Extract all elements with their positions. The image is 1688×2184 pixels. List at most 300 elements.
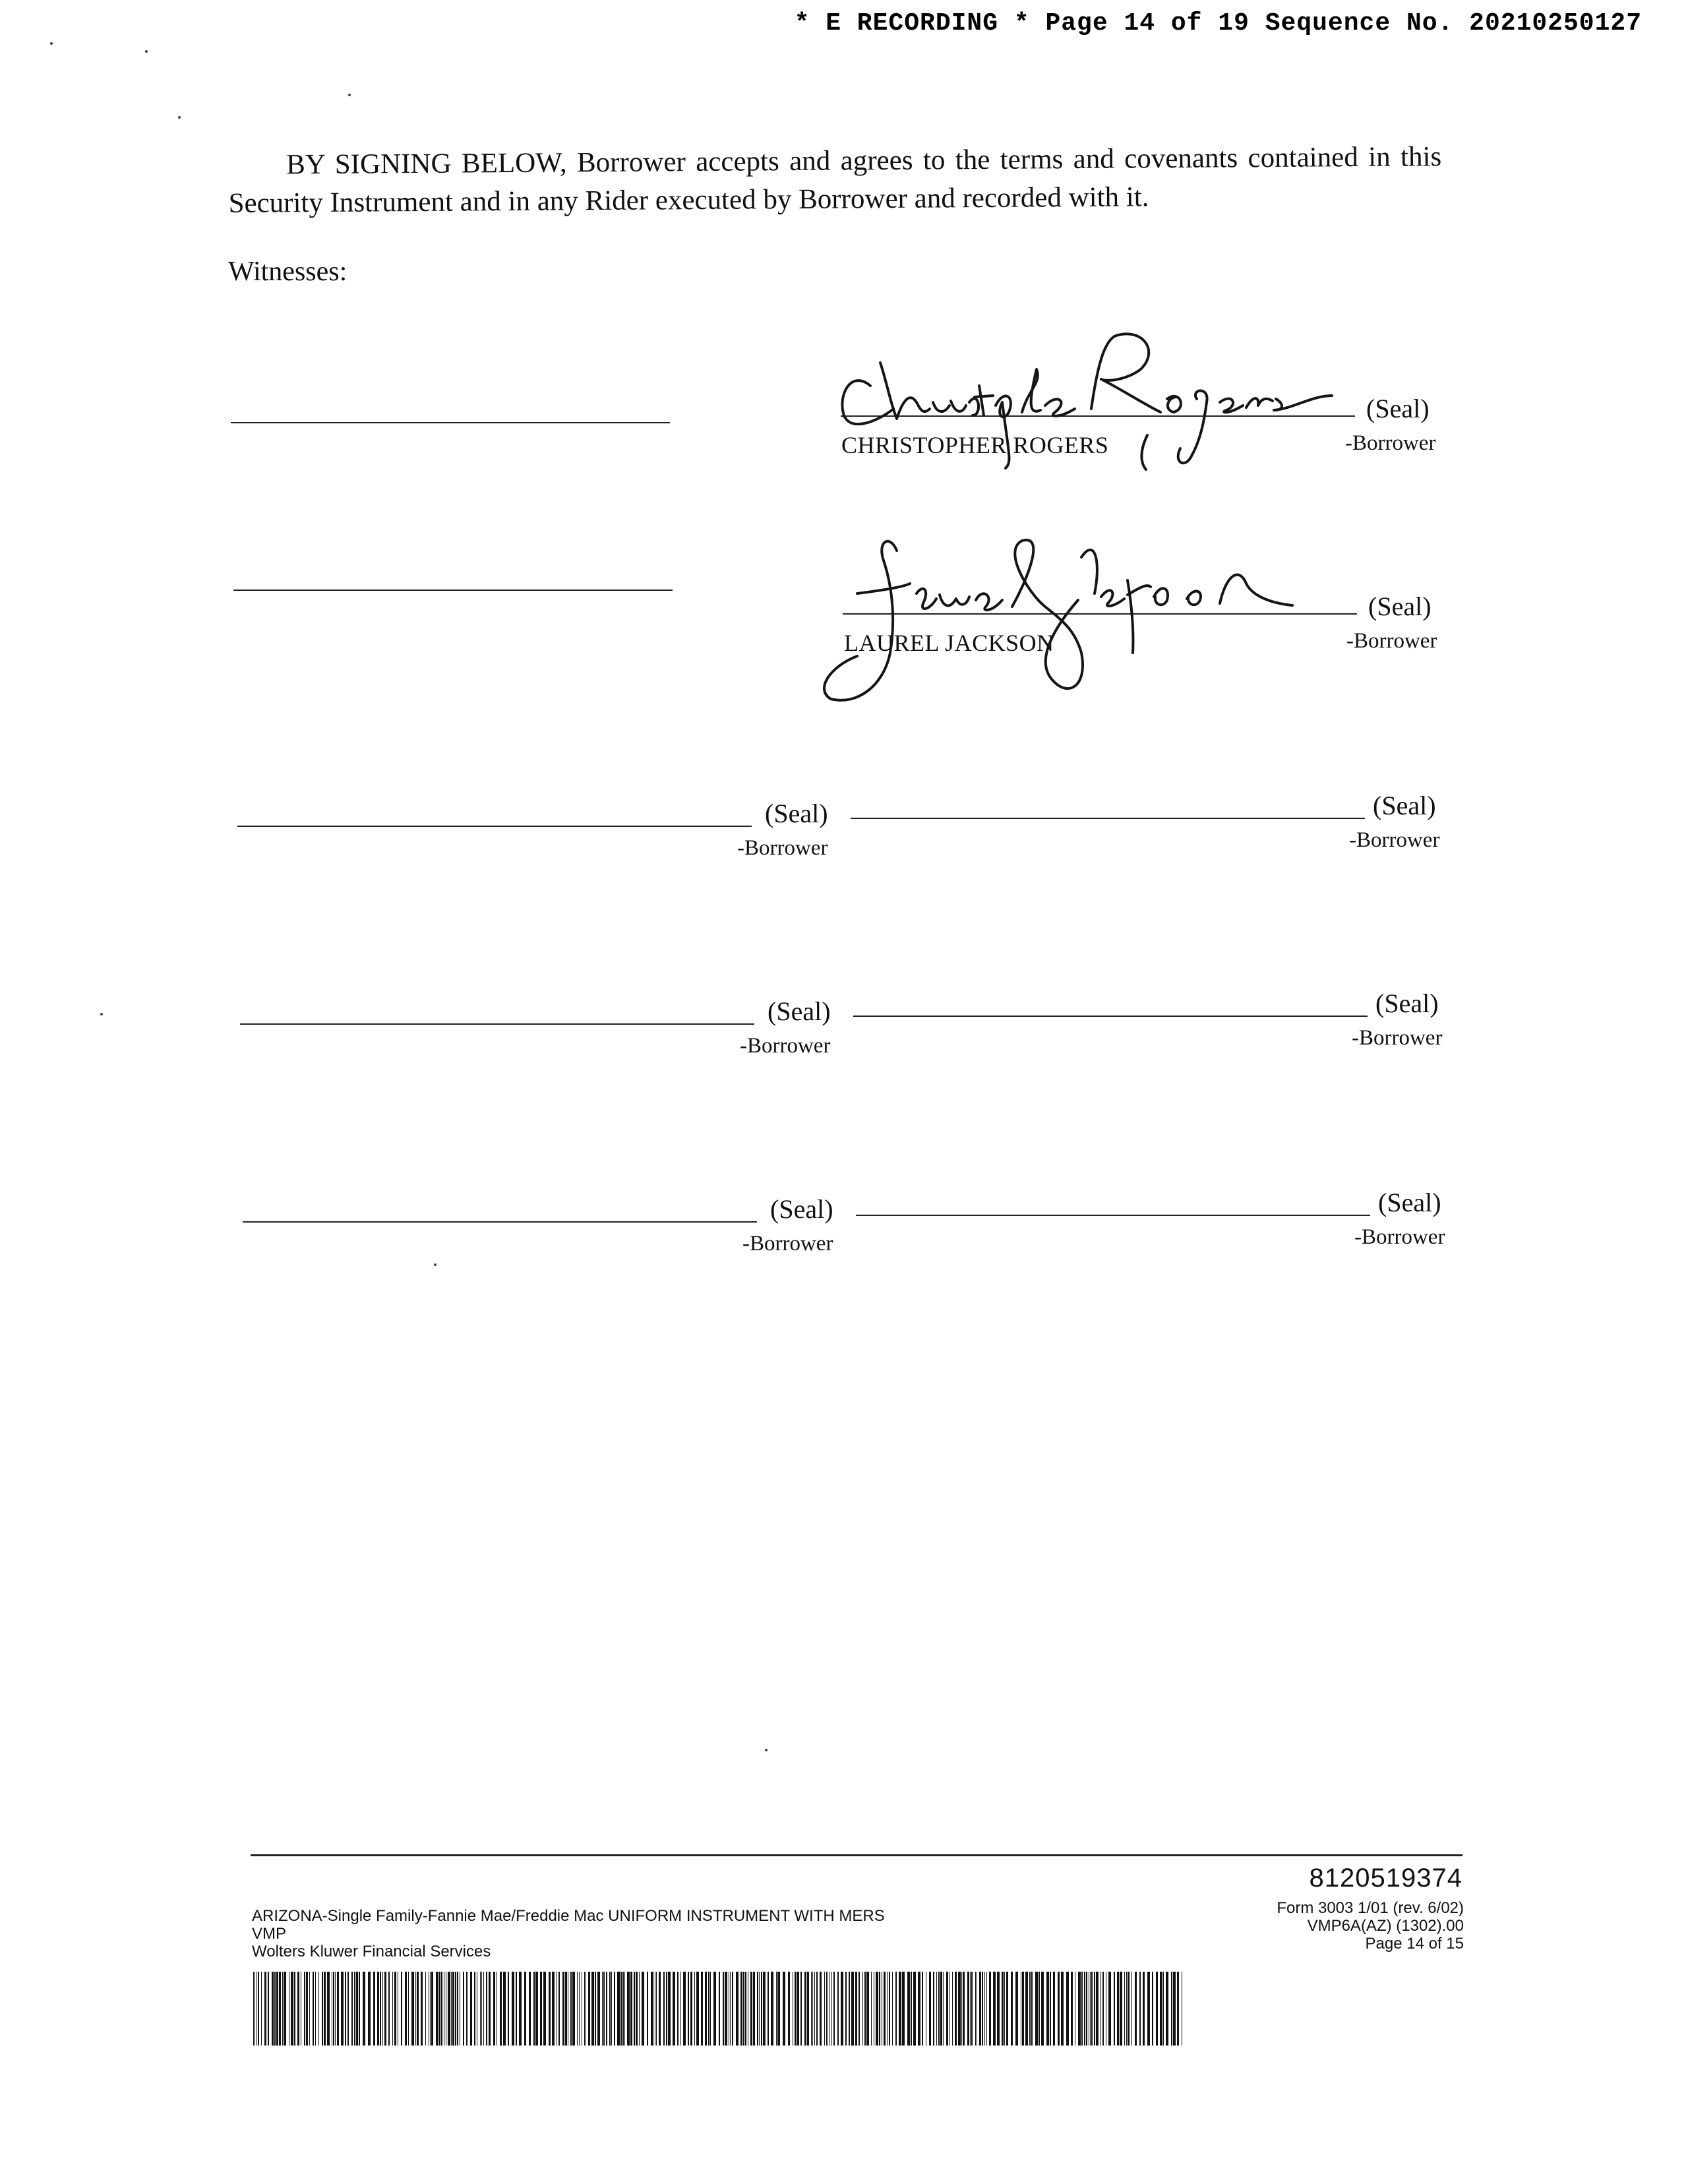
barcode-bar bbox=[489, 1972, 491, 2046]
barcode-bar bbox=[452, 1972, 454, 2046]
barcode-bar bbox=[690, 1972, 692, 2046]
barcode-bar bbox=[584, 1972, 586, 2046]
barcode-bar bbox=[1029, 1972, 1031, 2046]
barcode-bar bbox=[441, 1972, 442, 2046]
barcode-bar bbox=[1135, 1972, 1137, 2046]
barcode-bar bbox=[659, 1972, 661, 2046]
barcode-bar bbox=[776, 1972, 777, 2046]
barcode-bar bbox=[1147, 1972, 1150, 2046]
barcode-bar bbox=[570, 1972, 572, 2046]
barcode-bar bbox=[368, 1972, 371, 2046]
signature-laurel-jackson bbox=[818, 521, 1319, 712]
barcode-bar bbox=[997, 1972, 1000, 2046]
barcode-bar bbox=[955, 1972, 957, 2046]
barcode-bar bbox=[306, 1972, 308, 2046]
barcode-bar bbox=[359, 1972, 360, 2046]
barcode-bar bbox=[859, 1972, 860, 2046]
barcode-bar bbox=[705, 1972, 707, 2046]
barcode-bar bbox=[1015, 1972, 1018, 2046]
barcode-bar bbox=[354, 1972, 355, 2046]
barcode-bar bbox=[1143, 1972, 1145, 2046]
barcode-bar bbox=[899, 1972, 901, 2046]
barcode-bar bbox=[439, 1972, 440, 2046]
barcode-bar bbox=[986, 1972, 987, 2046]
barcode-bar bbox=[363, 1972, 365, 2046]
barcode-bar bbox=[1166, 1972, 1168, 2046]
barcode-bar bbox=[388, 1972, 390, 2046]
barcode-bar bbox=[620, 1972, 622, 2046]
barcode-bar bbox=[820, 1972, 822, 2046]
barcode-bar bbox=[656, 1972, 657, 2046]
barcode-bar bbox=[788, 1972, 790, 2046]
barcode-bar bbox=[740, 1972, 742, 2046]
barcode-bar bbox=[688, 1972, 689, 2046]
barcode-bar bbox=[723, 1972, 724, 2046]
barcode-bar bbox=[804, 1972, 806, 2046]
barcode-bar bbox=[892, 1972, 893, 2046]
barcode-bar bbox=[543, 1972, 546, 2046]
barcode-bar bbox=[651, 1972, 653, 2046]
barcode-bar bbox=[430, 1972, 431, 2046]
barcode-bar bbox=[949, 1972, 950, 2046]
barcode-bar bbox=[470, 1972, 472, 2046]
borrower-label: -Borrower bbox=[1345, 431, 1436, 455]
barcode-bar bbox=[558, 1972, 560, 2046]
barcode-bar bbox=[1156, 1972, 1158, 2046]
signature-line-blank-5 bbox=[243, 1221, 757, 1223]
barcode-bar bbox=[666, 1972, 667, 2046]
barcode-bar bbox=[264, 1972, 266, 2046]
barcode-bar bbox=[304, 1972, 305, 2046]
barcode-bar bbox=[1173, 1972, 1176, 2046]
barcode-bar bbox=[1046, 1972, 1049, 2046]
barcode-bar bbox=[1117, 1972, 1119, 2046]
barcode-bar bbox=[401, 1972, 402, 2046]
barcode-bar bbox=[481, 1972, 482, 2046]
recording-stamp: * E RECORDING * Page 14 of 19 Sequence No. 20210250127 bbox=[794, 9, 1642, 38]
signature-line-blank-6 bbox=[856, 1215, 1370, 1216]
barcode-bar bbox=[879, 1972, 880, 2046]
witness-line-2 bbox=[233, 590, 673, 591]
seal-label: (Seal) bbox=[1378, 1188, 1441, 1217]
barcode-bar bbox=[933, 1972, 934, 2046]
barcode-bar bbox=[696, 1972, 699, 2046]
barcode-bar bbox=[1094, 1972, 1095, 2046]
barcode-bar bbox=[322, 1972, 323, 2046]
barcode-bar bbox=[1163, 1972, 1164, 2046]
barcode-bar bbox=[1124, 1972, 1125, 2046]
barcode-bar bbox=[516, 1972, 517, 2046]
barcode-bar bbox=[895, 1972, 897, 2046]
barcode-bar bbox=[258, 1972, 259, 2046]
scan-speck bbox=[434, 1263, 437, 1266]
barcode-bar bbox=[431, 1972, 433, 2046]
barcode-bar bbox=[911, 1972, 912, 2046]
barcode-bar bbox=[1058, 1972, 1060, 2046]
barcode-bar bbox=[871, 1972, 872, 2046]
barcode-bar bbox=[958, 1972, 961, 2046]
loan-number: 8120519374 bbox=[1309, 1864, 1462, 1893]
barcode-bar bbox=[814, 1972, 815, 2046]
barcode-bar bbox=[588, 1972, 590, 2046]
barcode-bar bbox=[384, 1972, 386, 2046]
barcode-bar bbox=[415, 1972, 416, 2046]
barcode-bar bbox=[1011, 1972, 1013, 2046]
barcode-bar bbox=[627, 1972, 630, 2046]
barcode-bar bbox=[736, 1972, 738, 2046]
barcode-bar bbox=[771, 1972, 773, 2046]
barcode-bar bbox=[512, 1972, 514, 2046]
barcode-bar bbox=[907, 1972, 910, 2046]
scan-speck bbox=[765, 1749, 768, 1751]
barcode-bar bbox=[524, 1972, 526, 2046]
barcode-bar bbox=[466, 1972, 467, 2046]
barcode-bar bbox=[725, 1972, 727, 2046]
barcode-bar bbox=[256, 1972, 257, 2046]
barcode-bar bbox=[1041, 1972, 1044, 2046]
borrower-label: -Borrower bbox=[1352, 1026, 1443, 1050]
barcode-bar bbox=[1114, 1972, 1115, 2046]
scan-speck bbox=[145, 50, 148, 53]
barcode-bar bbox=[1004, 1972, 1005, 2046]
barcode-bar bbox=[503, 1972, 506, 2046]
barcode-bar bbox=[841, 1972, 843, 2046]
barcode-bar bbox=[989, 1972, 991, 2046]
barcode-bar bbox=[261, 1972, 262, 2046]
barcode-bar bbox=[913, 1972, 916, 2046]
barcode-bar bbox=[668, 1972, 671, 2046]
barcode-bar bbox=[622, 1972, 624, 2046]
barcode-bar bbox=[377, 1972, 379, 2046]
barcode-bar bbox=[291, 1972, 293, 2046]
barcode-bar bbox=[606, 1972, 607, 2046]
barcode-bar bbox=[417, 1972, 419, 2046]
barcode-bar bbox=[795, 1972, 797, 2046]
barcode-bar bbox=[811, 1972, 812, 2046]
barcode-bar bbox=[1066, 1972, 1069, 2046]
barcode-bar bbox=[800, 1972, 802, 2046]
barcode-bar bbox=[274, 1972, 276, 2046]
barcode-bar bbox=[970, 1972, 971, 2046]
barcode-bar bbox=[1071, 1972, 1073, 2046]
barcode-bar bbox=[297, 1972, 299, 2046]
barcode-bar bbox=[405, 1972, 407, 2046]
barcode-bar bbox=[309, 1972, 310, 2046]
barcode-bar bbox=[313, 1972, 314, 2046]
witnesses-label: Witnesses: bbox=[228, 257, 347, 287]
barcode-bar bbox=[529, 1972, 531, 2046]
vendor: VMP bbox=[252, 1925, 287, 1943]
barcode-bar bbox=[1139, 1972, 1141, 2046]
barcode-bar bbox=[889, 1972, 890, 2046]
barcode-bar bbox=[683, 1972, 686, 2046]
barcode-bar bbox=[411, 1972, 414, 2046]
barcode-bar bbox=[382, 1972, 383, 2046]
signing-statement: BY SIGNING BELOW, Borrower accepts and agrees to the terms and covenants contained in this Security Instrument and in any Rider executed by Borrower and recorded with it. bbox=[228, 141, 1442, 219]
seal-label: (Seal) bbox=[1375, 988, 1439, 1018]
barcode-bar bbox=[634, 1972, 635, 2046]
barcode-bar bbox=[1152, 1972, 1153, 2046]
barcode-bar bbox=[562, 1972, 564, 2046]
barcode-bar bbox=[851, 1972, 854, 2046]
barcode-bar bbox=[709, 1972, 711, 2046]
barcode-bar bbox=[993, 1972, 996, 2046]
barcode-bar bbox=[750, 1972, 752, 2046]
barcode-bar bbox=[1050, 1972, 1051, 2046]
footer-rule bbox=[251, 1854, 1462, 1856]
barcode-bar bbox=[327, 1972, 330, 2046]
barcode-bar bbox=[483, 1972, 484, 2046]
barcode-bar bbox=[922, 1972, 923, 2046]
barcode-bar bbox=[1081, 1972, 1083, 2046]
barcode-bar bbox=[952, 1972, 953, 2046]
barcode-bar bbox=[284, 1972, 286, 2046]
seal-label: (Seal) bbox=[1368, 592, 1432, 621]
barcode-bar bbox=[324, 1972, 326, 2046]
barcode-bar bbox=[1035, 1972, 1038, 2046]
barcode-bar bbox=[451, 1972, 452, 2046]
form-info-left bbox=[252, 1907, 885, 1960]
barcode-bar bbox=[1177, 1972, 1179, 2046]
barcode-bar bbox=[457, 1972, 458, 2046]
barcode-bar bbox=[719, 1972, 720, 2046]
barcode-bar bbox=[783, 1972, 785, 2046]
barcode-bar bbox=[549, 1972, 551, 2046]
barcode-bar bbox=[448, 1972, 450, 2046]
barcode-bar bbox=[602, 1972, 603, 2046]
barcode-bar bbox=[938, 1972, 940, 2046]
barcode-bar bbox=[535, 1972, 538, 2046]
barcode-bar bbox=[276, 1972, 278, 2046]
barcode-bar bbox=[967, 1972, 969, 2046]
barcode-bar bbox=[1022, 1972, 1024, 2046]
borrower-label: -Borrower bbox=[1349, 828, 1440, 852]
borrower-label: -Borrower bbox=[740, 1034, 831, 1058]
barcode-bar bbox=[663, 1972, 665, 2046]
barcode-bar bbox=[975, 1972, 976, 2046]
barcode-bar bbox=[253, 1972, 255, 2046]
barcode-bar bbox=[1171, 1972, 1172, 2046]
barcode-bar bbox=[394, 1972, 396, 2046]
page-number: Page 14 of 15 bbox=[1365, 1935, 1464, 1953]
barcode-bar bbox=[282, 1972, 283, 2046]
barcode-bar bbox=[356, 1972, 358, 2046]
signature-line-blank-1 bbox=[237, 826, 752, 827]
barcode-bar bbox=[636, 1972, 638, 2046]
barcode-bar bbox=[341, 1972, 344, 2046]
barcode-bar bbox=[812, 1972, 813, 2046]
barcode-bar bbox=[1061, 1972, 1064, 2046]
seal-label: (Seal) bbox=[1366, 394, 1430, 423]
barcode-bar bbox=[759, 1972, 760, 2046]
barcode-bar bbox=[1031, 1972, 1033, 2046]
barcode-bar bbox=[680, 1972, 681, 2046]
barcode-bar bbox=[807, 1972, 809, 2046]
barcode-bar bbox=[373, 1972, 375, 2046]
barcode-bar bbox=[855, 1972, 857, 2046]
barcode-bar bbox=[603, 1972, 605, 2046]
barcode-bar bbox=[639, 1972, 640, 2046]
barcode-bar bbox=[866, 1972, 869, 2046]
barcode-bar bbox=[614, 1972, 615, 2046]
barcode-bar bbox=[876, 1972, 878, 2046]
barcode-bar bbox=[455, 1972, 456, 2046]
barcode-bar bbox=[408, 1972, 409, 2046]
barcode-bar bbox=[611, 1972, 612, 2046]
barcode-bar bbox=[946, 1972, 948, 2046]
barcode-bar bbox=[480, 1972, 481, 2046]
barcode-bar bbox=[1126, 1972, 1127, 2046]
barcode-bar bbox=[493, 1972, 495, 2046]
witness-line-1 bbox=[231, 422, 670, 423]
barcode-bar bbox=[763, 1972, 765, 2046]
borrower-label: -Borrower bbox=[1354, 1225, 1445, 1249]
borrower-label: -Borrower bbox=[742, 1232, 833, 1256]
barcode-bar bbox=[533, 1972, 535, 2046]
barcode-bar bbox=[833, 1972, 835, 2046]
borrower-label: -Borrower bbox=[737, 836, 828, 860]
barcode-bar bbox=[630, 1972, 632, 2046]
barcode-bar bbox=[279, 1972, 281, 2046]
barcode-bar bbox=[486, 1972, 487, 2046]
scan-speck bbox=[100, 1013, 103, 1016]
barcode-bar bbox=[936, 1972, 937, 2046]
barcode-bar bbox=[745, 1972, 746, 2046]
signature-line-blank-2 bbox=[851, 818, 1365, 819]
barcode-bar bbox=[1096, 1972, 1098, 2046]
barcode-bar bbox=[963, 1972, 965, 2046]
barcode-bar bbox=[862, 1972, 863, 2046]
barcode-bar bbox=[318, 1972, 319, 2046]
barcode-bar bbox=[519, 1972, 522, 2046]
barcode-bar bbox=[849, 1972, 850, 2046]
scan-speck bbox=[50, 42, 53, 45]
barcode-bar bbox=[540, 1972, 542, 2046]
signer-name-jackson: LAUREL JACKSON bbox=[844, 630, 1054, 656]
barcode-bar bbox=[268, 1972, 269, 2046]
barcode-bar bbox=[673, 1972, 675, 2046]
barcode-bar bbox=[595, 1972, 596, 2046]
barcode-bar bbox=[918, 1972, 920, 2046]
barcode-bar bbox=[826, 1972, 827, 2046]
barcode-bar bbox=[1086, 1972, 1087, 2046]
barcode-bar bbox=[694, 1972, 695, 2046]
barcode-bar bbox=[1091, 1972, 1093, 2046]
form-number: Form 3003 1/01 (rev. 6/02) bbox=[1277, 1899, 1464, 1917]
form-title: ARIZONA-Single Family-Fannie Mae/Freddie Mac UNIFORM INSTRUMENT WITH MERS bbox=[252, 1907, 885, 1925]
barcode-bar bbox=[294, 1972, 295, 2046]
seal-label: (Seal) bbox=[768, 996, 831, 1026]
signature-line-blank-3 bbox=[240, 1023, 754, 1025]
barcode-bar bbox=[1053, 1972, 1055, 2046]
borrower-label: -Borrower bbox=[1346, 629, 1437, 653]
barcode bbox=[253, 1972, 1184, 2046]
barcode-bar bbox=[272, 1972, 274, 2046]
barcode-bar bbox=[425, 1972, 426, 2046]
barcode-bar bbox=[597, 1972, 600, 2046]
seal-label: (Seal) bbox=[770, 1194, 833, 1224]
barcode-bar bbox=[797, 1972, 799, 2046]
barcode-bar bbox=[730, 1972, 731, 2046]
form-code: VMP6A(AZ) (1302).00 bbox=[1307, 1917, 1464, 1935]
barcode-bar bbox=[845, 1972, 847, 2046]
barcode-bar bbox=[961, 1972, 962, 2046]
barcode-bar bbox=[761, 1972, 762, 2046]
barcode-bar bbox=[609, 1972, 611, 2046]
barcode-bar bbox=[642, 1972, 644, 2046]
barcode-bar bbox=[392, 1972, 393, 2046]
barcode-bar bbox=[1025, 1972, 1028, 2046]
barcode-bar bbox=[1002, 1972, 1004, 2046]
scan-speck bbox=[348, 94, 351, 96]
barcode-bar bbox=[1160, 1972, 1162, 2046]
seal-label: (Seal) bbox=[765, 799, 828, 828]
barcode-bar bbox=[984, 1972, 985, 2046]
barcode-bar bbox=[940, 1972, 942, 2046]
signer-name-rogers: CHRISTOPHER ROGERS bbox=[841, 432, 1109, 458]
barcode-bar bbox=[577, 1972, 578, 2046]
barcode-bar bbox=[572, 1972, 575, 2046]
barcode-bar bbox=[831, 1972, 832, 2046]
form-info-right bbox=[1277, 1899, 1464, 1953]
barcode-bar bbox=[732, 1972, 733, 2046]
barcode-bar bbox=[887, 1972, 888, 2046]
barcode-bar bbox=[713, 1972, 716, 2046]
seal-label: (Seal) bbox=[1373, 791, 1436, 820]
barcode-bar bbox=[768, 1972, 769, 2046]
barcode-bar bbox=[701, 1972, 703, 2046]
barcode-bar bbox=[677, 1972, 678, 2046]
barcode-bar bbox=[1084, 1972, 1085, 2046]
barcode-bar bbox=[708, 1972, 709, 2046]
barcode-bar bbox=[647, 1972, 648, 2046]
barcode-bar bbox=[902, 1972, 905, 2046]
barcode-bar bbox=[1006, 1972, 1008, 2046]
barcode-bar bbox=[335, 1972, 336, 2046]
barcode-bar bbox=[753, 1972, 755, 2046]
barcode-bar bbox=[1120, 1972, 1122, 2046]
barcode-bar bbox=[837, 1972, 839, 2046]
barcode-bar bbox=[617, 1972, 620, 2046]
barcode-bar bbox=[971, 1972, 973, 2046]
barcode-bar bbox=[500, 1972, 502, 2046]
barcode-bar bbox=[565, 1972, 567, 2046]
barcode-bar bbox=[816, 1972, 818, 2046]
barcode-bar bbox=[884, 1972, 886, 2046]
barcode-bar bbox=[579, 1972, 580, 2046]
barcode-bar bbox=[1128, 1972, 1130, 2046]
barcode-bar bbox=[1102, 1972, 1104, 2046]
barcode-bar bbox=[345, 1972, 346, 2046]
barcode-bar bbox=[1039, 1972, 1040, 2046]
publisher: Wolters Kluwer Financial Services bbox=[252, 1943, 491, 1960]
barcode-bar bbox=[777, 1972, 780, 2046]
barcode-bar bbox=[436, 1972, 438, 2046]
barcode-bar bbox=[1090, 1972, 1091, 2046]
signature-line-blank-4 bbox=[853, 1016, 1368, 1017]
barcode-bar bbox=[1108, 1972, 1111, 2046]
barcode-bar bbox=[864, 1972, 866, 2046]
barcode-bar bbox=[829, 1972, 830, 2046]
barcode-bar bbox=[1131, 1972, 1132, 2046]
barcode-bar bbox=[624, 1972, 625, 2046]
barcode-bar bbox=[591, 1972, 594, 2046]
barcode-bar bbox=[380, 1972, 381, 2046]
barcode-bar bbox=[508, 1972, 509, 2046]
barcode-bar bbox=[979, 1972, 981, 2046]
barcode-bar bbox=[421, 1972, 423, 2046]
barcode-bar bbox=[474, 1972, 475, 2046]
